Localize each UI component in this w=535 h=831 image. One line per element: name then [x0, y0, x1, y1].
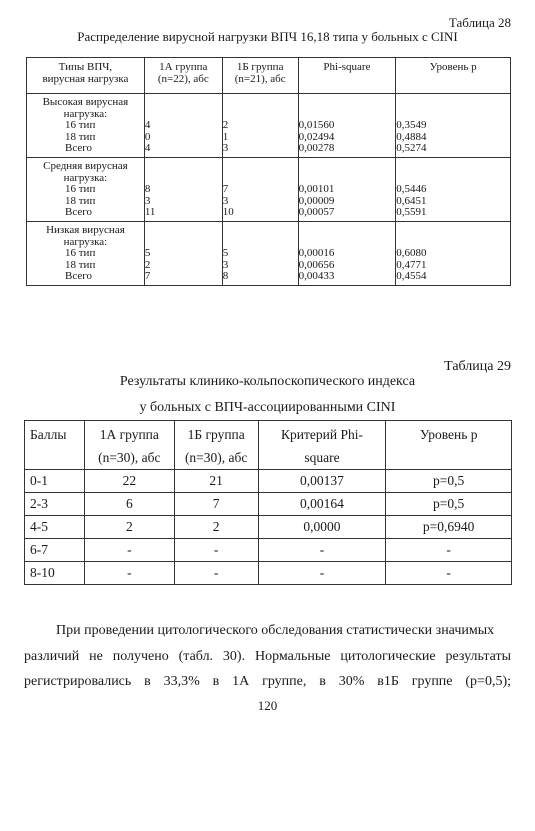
table29-cell-score: 2-3: [25, 493, 85, 516]
table29: [24, 420, 512, 585]
table28: [26, 57, 511, 286]
table29-header-criterion: Критерий Phi- square: [258, 421, 386, 470]
table28-title: Распределение вирусной нагрузки ВПЧ 16,18 типа у больных с CINI: [77, 29, 458, 44]
paragraph-line-3: регистрировались в 33,3% в 1А группе, в 30% в1Б группе (p=0,5);: [24, 674, 511, 689]
table28-header-row: [27, 58, 511, 94]
table28-group-low: [27, 221, 511, 285]
table-row: [25, 562, 512, 585]
table29-cell-score: 8-10: [25, 562, 85, 585]
table29-header-group-1a: 1А группа (n=30), абс: [84, 421, 174, 470]
table29-cell-a: -: [84, 562, 174, 585]
table28-group-label: Низкая вирусная нагрузка: 16 тип 18 тип Всего: [27, 221, 145, 285]
table29-cell-score: 0-1: [25, 470, 85, 493]
table28-group-label: Средняя вирусная нагрузка: 16 тип 18 тип Всего: [27, 157, 145, 221]
table29-header-p: Уровень p: [386, 421, 512, 470]
table28-group-1a-values: 5 2 7: [144, 221, 222, 285]
table28-header-group-1b: 1Б группа (n=21), абс: [222, 58, 298, 94]
table29-cell-crit: 0,00137: [258, 470, 386, 493]
table-row: [25, 516, 512, 539]
table28-group-1b-values: 5 3 8: [222, 221, 298, 285]
table29-cell-p: -: [386, 539, 512, 562]
table28-phi-values: 0,00016 0,00656 0,00433: [298, 221, 396, 285]
table28-phi-values: 0,00101 0,00009 0,00057: [298, 157, 396, 221]
table29-cell-crit: 0,00164: [258, 493, 386, 516]
table29-cell-b: 2: [174, 516, 258, 539]
table28-p-values: 0,3549 0,4884 0,5274: [396, 94, 511, 158]
table29-cell-a: -: [84, 539, 174, 562]
table28-phi-values: 0,01560 0,02494 0,00278: [298, 94, 396, 158]
table28-header-phi: Phi-square: [298, 58, 396, 94]
table29-cell-a: 6: [84, 493, 174, 516]
table28-header-type: Типы ВПЧ, вирусная нагрузка: [27, 58, 145, 94]
table29-cell-b: -: [174, 539, 258, 562]
table-row: [25, 470, 512, 493]
table28-p-values: 0,5446 0,6451 0,5591: [396, 157, 511, 221]
table29-cell-crit: -: [258, 562, 386, 585]
table29-cell-p: -: [386, 562, 512, 585]
table28-group-high: [27, 94, 511, 158]
table28-group-1a-values: 8 3 11: [144, 157, 222, 221]
table-row: [25, 539, 512, 562]
table28-header-group-1a: 1А группа (n=22), абс: [144, 58, 222, 94]
table29-cell-crit: -: [258, 539, 386, 562]
table29-title-line2: у больных с ВПЧ-ассоциированными CINI: [139, 400, 396, 415]
table29-body: [25, 470, 512, 585]
paragraph-line-1: При проведении цитологического обследования статистически значимых: [56, 623, 495, 638]
table29-cell-p: p=0,5: [386, 493, 512, 516]
paragraph-line-2: различий не получено (табл. 30). Нормальные цитологические результаты: [24, 649, 511, 664]
table29-cell-crit: 0,0000: [258, 516, 386, 539]
table29-cell-p: p=0,6940: [386, 516, 512, 539]
table28-group-1a-values: 4 0 4: [144, 94, 222, 158]
table29-cell-b: -: [174, 562, 258, 585]
table28-group-medium: [27, 157, 511, 221]
table29-cell-b: 21: [174, 470, 258, 493]
table29-header-group-1b: 1Б группа (n=30), абс: [174, 421, 258, 470]
table29-cell-score: 4-5: [25, 516, 85, 539]
table29-label: Таблица 29: [444, 359, 511, 374]
table28-header-p: Уровень p: [396, 58, 511, 94]
table29-cell-a: 22: [84, 470, 174, 493]
page-number: 120: [257, 698, 278, 713]
table29-title-line1: Результаты клинико-кольпоскопического индекса: [119, 374, 416, 389]
table29-cell-p: p=0,5: [386, 470, 512, 493]
table28-group-1b-values: 7 3 10: [222, 157, 298, 221]
table28-p-values: 0,6080 0,4771 0,4554: [396, 221, 511, 285]
table28-group-label: Высокая вирусная нагрузка: 16 тип 18 тип Всего: [27, 94, 145, 158]
table29-header-row: [25, 421, 512, 470]
table29-cell-b: 7: [174, 493, 258, 516]
table29-header-score: Баллы: [25, 421, 85, 470]
table28-group-1b-values: 2 1 3: [222, 94, 298, 158]
table-row: [25, 493, 512, 516]
table29-cell-a: 2: [84, 516, 174, 539]
table28-label: Таблица 28: [448, 15, 511, 30]
table29-cell-score: 6-7: [25, 539, 85, 562]
